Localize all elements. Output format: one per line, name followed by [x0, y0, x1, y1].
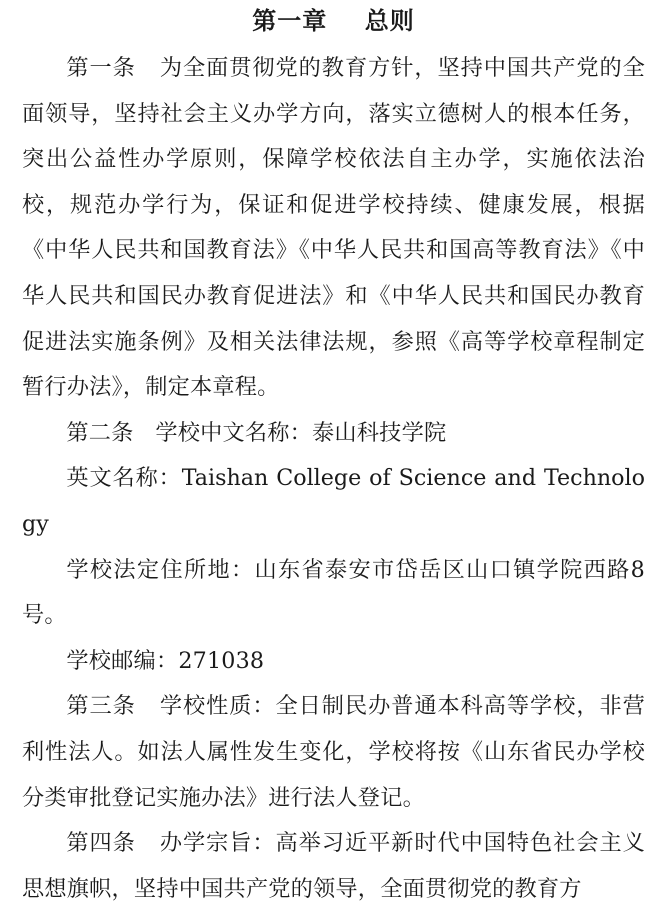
article-4-label: 第四条 — [66, 830, 160, 857]
english-name: 英文名称：Taishan College of Science and Technology — [22, 465, 645, 537]
article-4 — [22, 821, 645, 912]
article-1-text: 为全面贯彻党的教育方针，坚持中国共产党的全面领导，坚持社会主义办学方向，落实立德树人的根本任务，突出公益性办学原则，保障学校依法自主办学，实施依法治校，规范办学行为，保证和促进学校持续、健康发展，根据《中华人民共和国教育法》《中华人民共和国高等教育法》《中华人民共和国民办教育促进法》和《中华人民共和国民办教育促进法实施条例》及相关法律法规，参照《高等学校章程制定暂行办法》，制定本章程。 — [22, 55, 646, 401]
article-1 — [22, 46, 645, 411]
article-1-label: 第一条 — [66, 55, 160, 81]
article-3-label: 第三条 — [66, 693, 160, 720]
article-2-label: 第二条 — [66, 419, 156, 446]
article-3-text: 学校性质：全日制民办普通本科高等学校，非营利性法人。如法人属性发生变化，学校将按《山东省民办学校分类审批登记实施办法》进行法人登记。 — [22, 693, 646, 811]
article-2 — [22, 411, 645, 457]
article-2-text: 学校中文名称：泰山科技学院 — [155, 419, 447, 446]
article-3 — [22, 684, 645, 821]
address: 学校法定住所地：山东省泰安市岱岳区山口镇学院西路8号。 — [22, 556, 645, 629]
postcode: 学校邮编：271038 — [66, 647, 265, 674]
article-4-text: 办学宗旨：高举习近平新时代中国特色社会主义思想旗帜，坚持中国共产党的领导，全面贯彻党的教育方 — [22, 830, 646, 902]
chapter-title: 第一章 总则 — [252, 7, 415, 35]
